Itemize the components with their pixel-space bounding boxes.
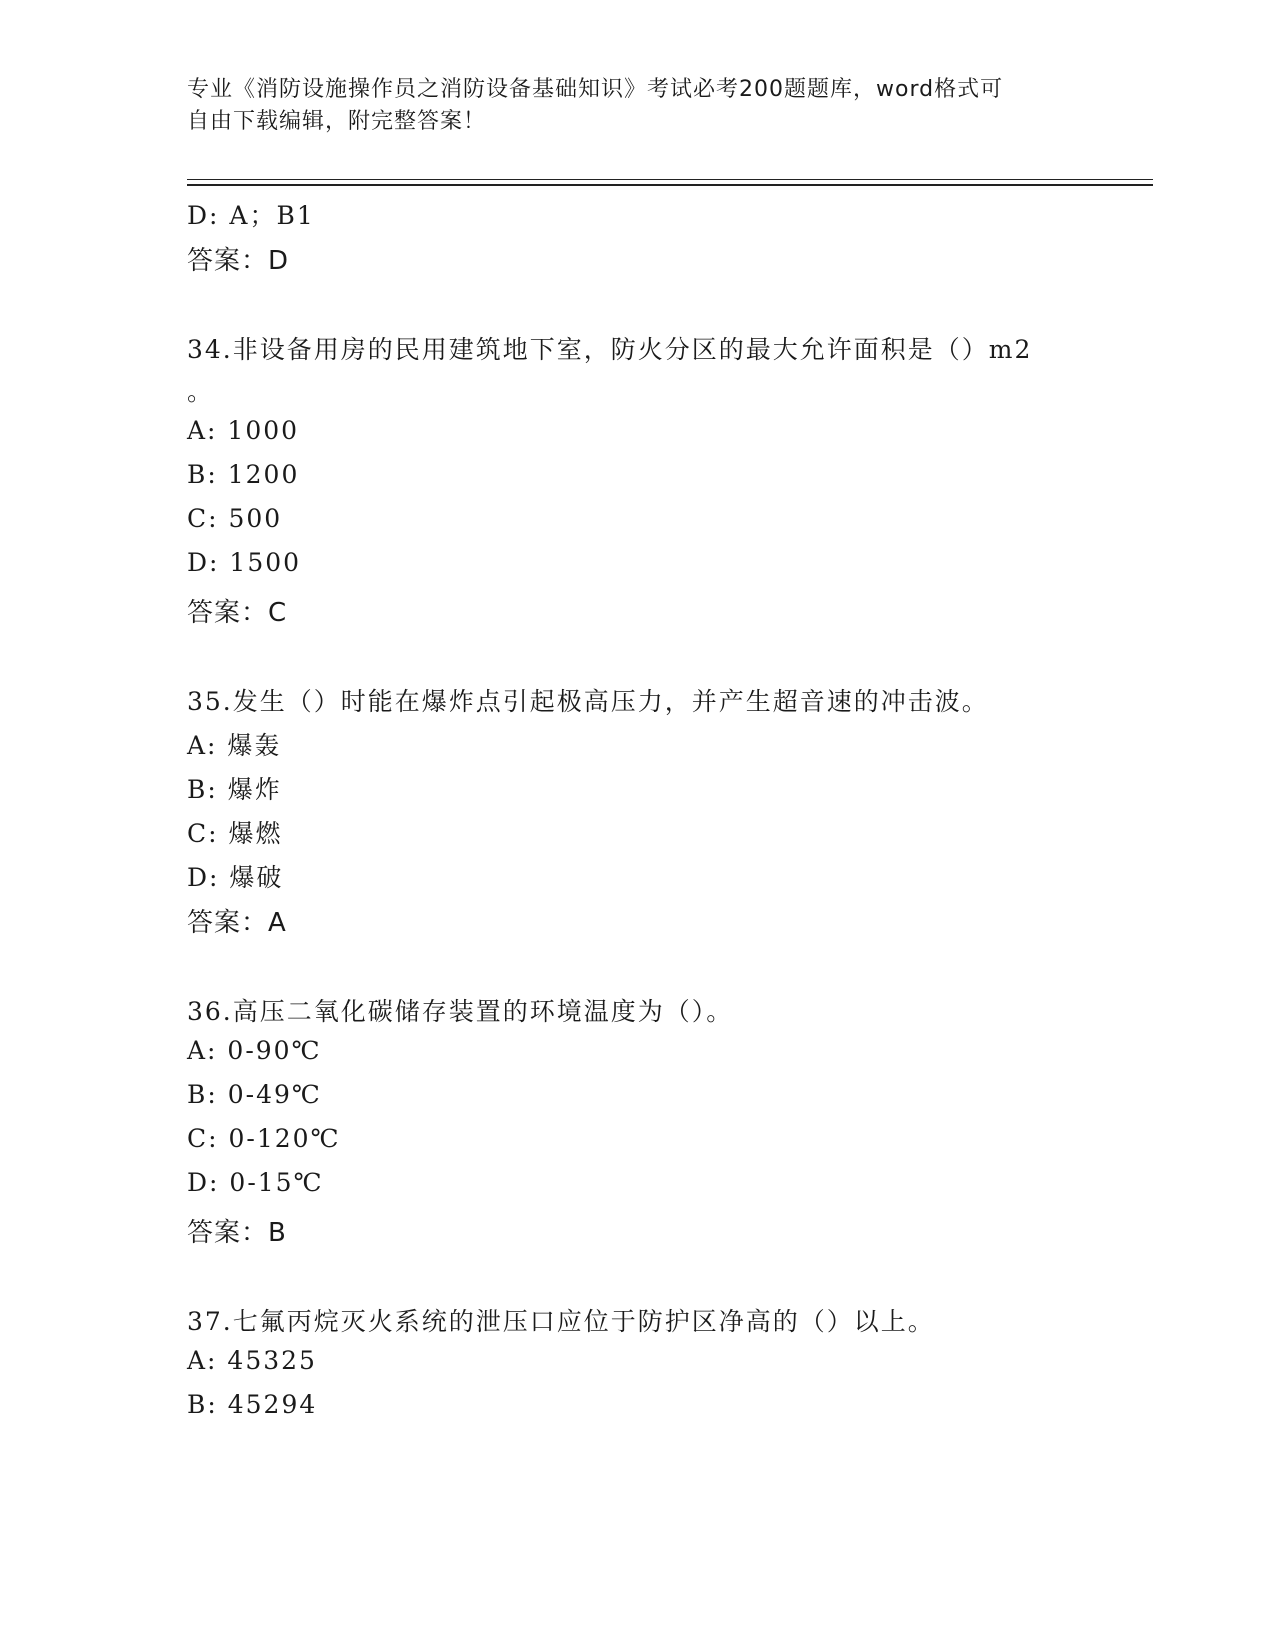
question-37-stem: 37.七氟丙烷灭火系统的泄压口应位于防护区净高的（）以上。	[187, 1307, 935, 1336]
header-title-line-1: 专业《消防设施操作员之消防设备基础知识》考试必考200题题库，word格式可	[187, 77, 1004, 102]
header-title-line-2: 自由下载编辑，附完整答案！	[187, 109, 487, 134]
question-35-answer: 答案：A	[187, 908, 287, 938]
question-35-stem: 35.发生（）时能在爆炸点引起极高压力，并产生超音速的冲击波。	[187, 687, 989, 716]
header-divider-thin	[187, 179, 1153, 180]
prev-answer: 答案：D	[187, 246, 290, 276]
question-35-option-c: C: 爆燃	[187, 819, 283, 848]
question-34-stem: 34.非设备用房的民用建筑地下室，防火分区的最大允许面积是（）m2	[187, 335, 1033, 364]
question-36-option-d: D: 0-15℃	[187, 1168, 324, 1197]
header-divider-thick	[187, 184, 1153, 186]
document-header	[187, 74, 1067, 138]
prev-option-d: D: A；B1	[187, 201, 315, 230]
question-35-option-a: A: 爆轰	[187, 731, 282, 760]
question-36-option-c: C: 0-120℃	[187, 1124, 341, 1153]
question-36-option-b: B: 0-49℃	[187, 1080, 322, 1109]
question-34-option-c: C: 500	[187, 504, 283, 533]
question-34-option-d: D: 1500	[187, 548, 302, 577]
question-36-option-a: A: 0-90℃	[187, 1036, 322, 1065]
question-36-stem: 36.高压二氧化碳储存装置的环境温度为（）。	[187, 997, 734, 1026]
question-34-stem-continued: 。	[187, 377, 215, 406]
question-34-answer: 答案：C	[187, 598, 288, 628]
question-36-answer: 答案：B	[187, 1218, 287, 1248]
question-34-option-b: B: 1200	[187, 460, 300, 489]
question-37-option-a: A: 45325	[187, 1346, 317, 1375]
question-34-option-a: A: 1000	[187, 416, 300, 445]
question-35-option-b: B: 爆炸	[187, 775, 282, 804]
question-35-option-d: D: 爆破	[187, 863, 284, 892]
question-37-option-b: B: 45294	[187, 1390, 318, 1419]
